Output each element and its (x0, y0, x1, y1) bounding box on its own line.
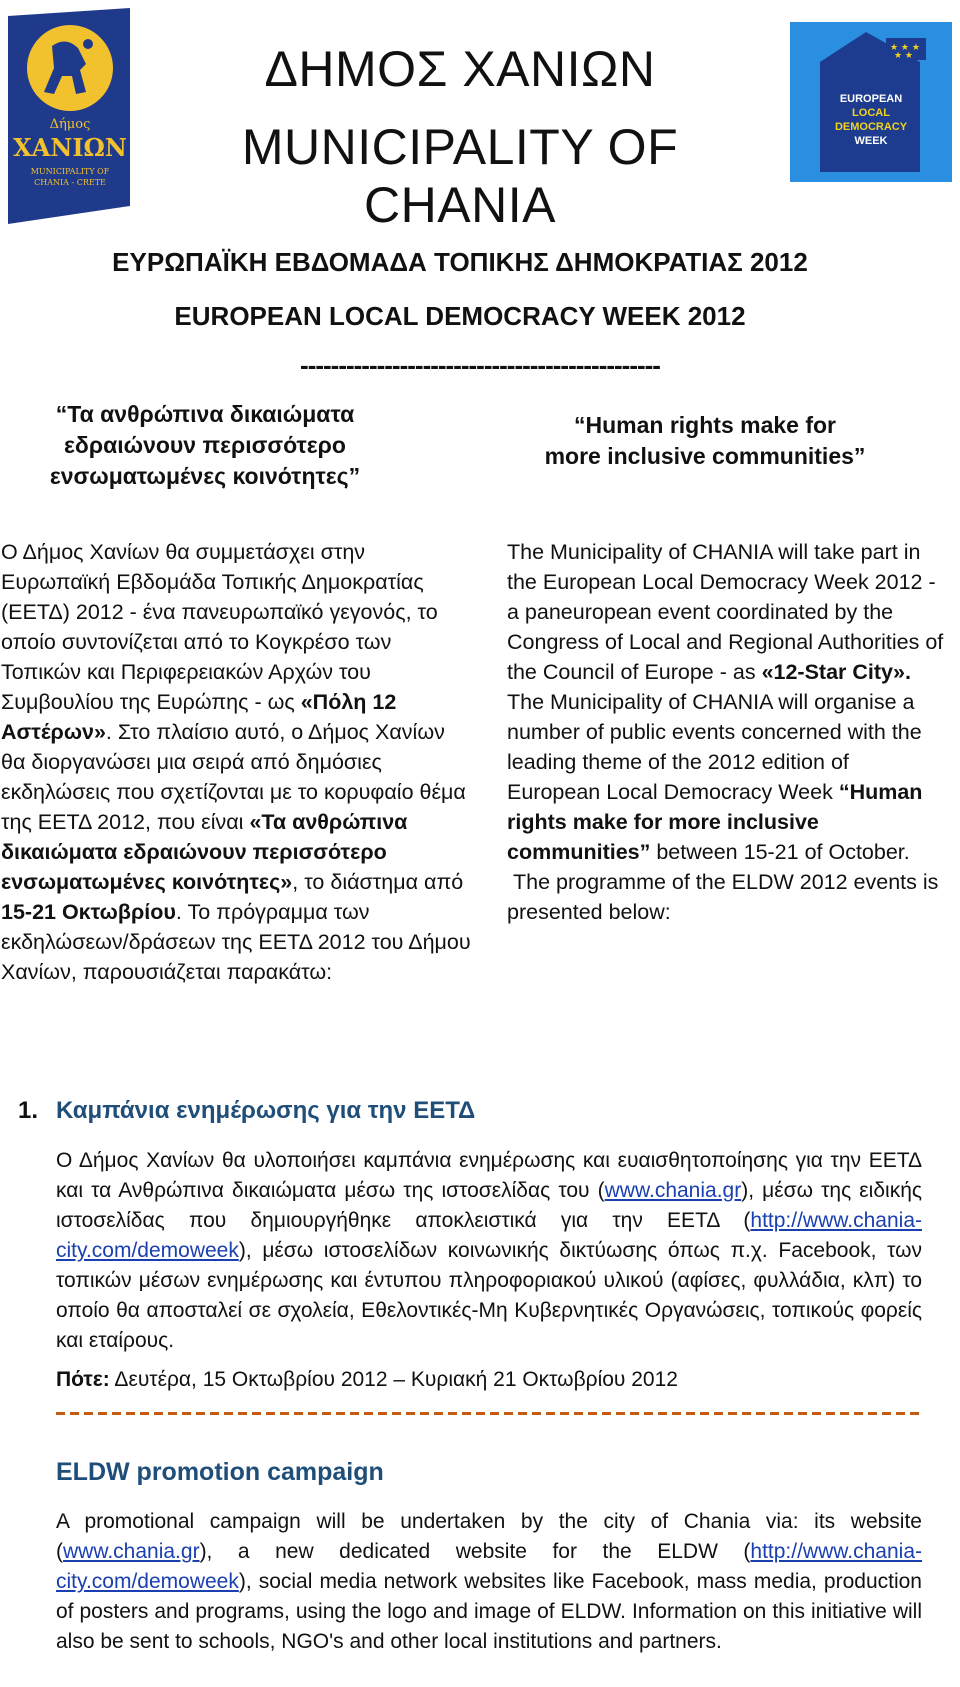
chania-municipality-logo (4, 6, 134, 226)
eldw-logo (790, 22, 952, 182)
intro-english-paragraph-2: The Municipality of CHANIA will organise a number of public events concerned with the leading theme of the 2012 edition of European Local Democracy Week “Human rights make for more inclusive communities” between 15-21 of October. (507, 690, 923, 864)
section-number: 1. (18, 1097, 39, 1124)
logo-text-municipality: MUNICIPALITY OF (30, 167, 110, 176)
eldw-logo-line-4: WEEK (854, 135, 888, 147)
page-title-english: MUNICIPALITY OF CHANIA (241, 119, 679, 233)
theme-quote-english (520, 410, 890, 472)
logo-text-crete: CHANIA - CRETE (34, 178, 106, 187)
eldw-logo-line-1: EUROPEAN (839, 93, 903, 105)
when-line (56, 1368, 678, 1392)
intro-greek-paragraph: Ο Δήμος Χανίων θα συμμετάσχει στην Ευρωπαϊκή Εβδομάδα Τοπικής Δημοκρατίας (ΕΕΤΔ) 2012 - ένα πανευρωπαϊκό γεγονός, το οποίο συντονίζεται από το Κογκρέσο των Τοπικών και Περιφερειακών Αρχών του Συμβουλίου της Ευρώπης - ως «Πόλη 12 Αστέρων». Στο πλαίσιο αυτό, ο Δήμος Χανίων θα διοργανώσει μια σειρά από δημόσιες εκδηλώσεις που σχετίζονται με το κορυφαίο θέμα της ΕΕΤΔ 2012, που είναι «Τα ανθρώπινα δικαιώματα εδραιώνουν περισσότερο ενσωματωμένες κοινότητες», το διάστημα από 15-21 Οκτωβρίου. Το πρόγραμμα των εκδηλώσεων/δράσεων της ΕΕΤΔ 2012 του Δήμου Χανίων, παρουσιάζεται παρακάτω: (1, 540, 471, 984)
campaign-paragraph-english: A promotional campaign will be undertaken by the city of Chania via: its website (www.chania.gr), a new dedicated website for the ELDW (http://www.chania-city.com/demoweek), social media network websites like Facebook, mass media, production of posters and programs, using the logo and image of ELDW. Information on this initiative will also be sent to schools, NGO's and other local institutions and partners. (56, 1510, 922, 1653)
section-heading-greek: Καμπάνια ενημέρωσης για την ΕΕΤΔ (56, 1097, 476, 1124)
campaign-paragraph-greek: Ο Δήμος Χανίων θα υλοποιήσει καμπάνια ενημέρωσης και ευαισθητοποίησης για την ΕΕΤΔ και τα Ανθρώπινα δικαιώματα μέσω της ιστοσελίδας του (www.chania.gr), μέσω της ειδικής ιστοσελίδας που δημιουργήθηκε αποκλειστικά για την ΕΕΤΔ (http://www.chania-city.com/demoweek), μέσω ιστοσελίδων κοινωνικής δικτύωσης όπως π.χ. Facebook, των τοπικών μέσων ενημέρωσης και έντυπου πληροφοριακού υλικού (αφίσες, φυλλάδια, κλπ) το οποίο θα αποσταλεί σε σχολεία, Εθελοντικές-Μη Κυβερνητικές Οργανώσεις, τοπικούς φορείς και εταίρους. (56, 1149, 922, 1352)
intro-english-column (507, 537, 947, 927)
quote-line: ενσωματωμένες κοινότητες” (49, 463, 361, 489)
logo-text-chanion: ΧΑΝΙΩΝ (13, 133, 127, 162)
eldw-logo-line-3: DEMOCRACY (834, 121, 908, 133)
theme-quote-greek (40, 399, 370, 492)
quote-line: “Human rights make for (574, 412, 836, 438)
intro-english-paragraph-3: The programme of the ELDW 2012 events is presented below: (507, 870, 945, 924)
demoweek-website-link[interactable]: http://www.chania-city.com/demoweek (56, 1209, 922, 1262)
chania-website-link[interactable]: www.chania.gr (63, 1540, 200, 1563)
eldw-logo-line-2: LOCAL (852, 107, 890, 119)
orange-dashed-divider (56, 1412, 922, 1415)
intro-english-paragraph-1: The Municipality of CHANIA will take part in the European Local Democracy Week 2012 - a paneuropean event coordinated by the Congress of Local and Regional Authorities of the Council of Europe - as «12-Star City». (507, 540, 944, 684)
when-label: Πότε: (56, 1368, 110, 1391)
chania-website-link[interactable]: www.chania.gr (604, 1179, 742, 1202)
subtitle-english: EUROPEAN LOCAL DEMOCRACY WEEK 2012 (174, 301, 746, 331)
svg-text:★ ★: ★ ★ (894, 51, 913, 61)
svg-text:★ ★ ★: ★ ★ ★ (890, 43, 920, 53)
intro-greek-column (1, 537, 471, 987)
logo-text-dimos: Δήμος (49, 117, 91, 132)
subtitle-greek: ΕΥΡΩΠΑΪΚΗ ΕΒΔΟΜΑΔΑ ΤΟΠΙΚΗΣ ΔΗΜΟΚΡΑΤΙΑΣ 2012 (112, 247, 808, 277)
quote-line: “Τα ανθρώπινα δικαιώματα (55, 401, 355, 427)
quote-line: εδραιώνουν περισσότερο (64, 432, 346, 458)
demoweek-website-link[interactable]: http://www.chania-city.com/demoweek (56, 1540, 922, 1593)
section-heading-english: ELDW promotion campaign (56, 1458, 384, 1486)
page-title-greek: ΔΗΜΟΣ ΧΑΝΙΩΝ (264, 41, 656, 97)
when-value: Δευτέρα, 15 Οκτωβρίου 2012 – Κυριακή 21 Οκτωβρίου 2012 (109, 1368, 678, 1391)
quote-line: more inclusive communities” (544, 443, 866, 469)
separator-line: ----------------------------------------------- (300, 350, 660, 380)
